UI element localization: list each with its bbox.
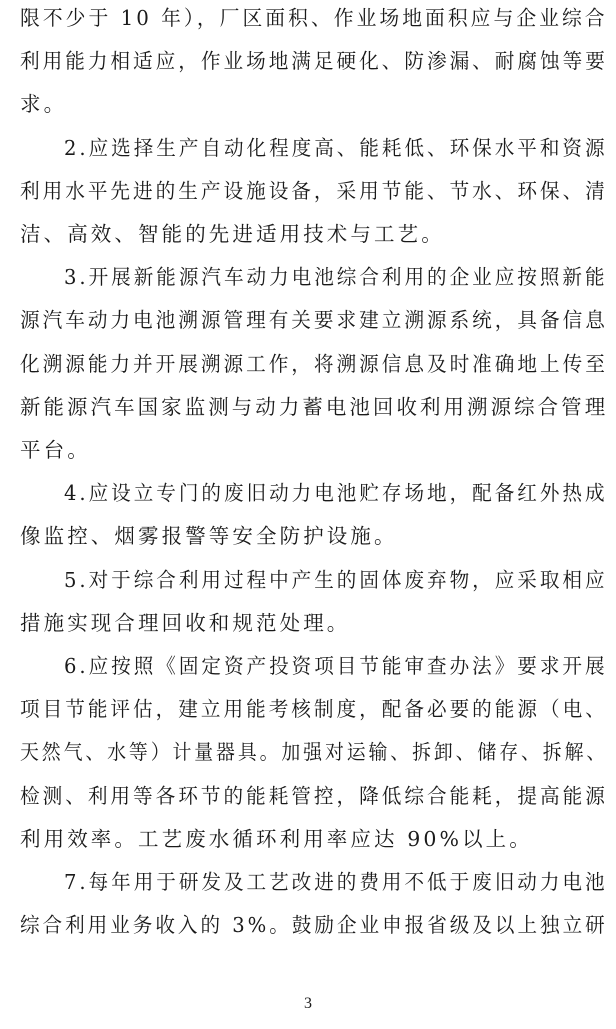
- paragraph-3-start: 3.开展新能源汽车动力电池综合利用的企业应按照新能: [64, 265, 608, 290]
- text-line: 洁、高效、智能的先进适用技术与工艺。: [20, 222, 445, 246]
- paragraph-2-start: 2.应选择生产自动化程度高、能耗低、环保水平和资源: [64, 135, 608, 160]
- text-line: 像监控、烟雾报警等安全防护设施。: [20, 524, 398, 549]
- text-line: 利用效率。工艺废水循环利用率应达 90%以上。: [20, 826, 533, 851]
- text-line: 利用能力相适应，作业场地满足硬化、防渗漏、耐腐蚀等要: [20, 49, 608, 74]
- text-line: 综合利用业务收入的 3%。鼓励企业申报省级及以上独立研: [20, 913, 608, 938]
- page-number: 3: [304, 995, 312, 1012]
- text-line: 利用水平先进的生产设施设备，采用节能、节水、环保、清: [20, 178, 608, 203]
- text-line: 天然气、水等）计量器具。加强对运输、拆卸、储存、拆解、: [20, 740, 609, 765]
- text-line: 求。: [20, 92, 68, 117]
- text-line: 限不少于 10 年），厂区面积、作业场地面积应与企业综合: [20, 6, 608, 30]
- text-line: 化溯源能力并开展溯源工作，将溯源信息及时准确地上传至: [20, 351, 608, 376]
- text-line: 项目节能评估，建立用能考核制度，配备必要的能源（电、: [20, 697, 608, 722]
- text-line: 源汽车动力电池溯源管理有关要求建立溯源系统，具备信息: [20, 308, 608, 333]
- text-line: 平台。: [20, 438, 91, 462]
- text-line: 检测、利用等各环节的能耗管控，降低综合能耗，提高能源: [20, 783, 608, 808]
- paragraph-6-start: 6.应按照《固定资产投资项目节能审查办法》要求开展: [64, 654, 608, 678]
- paragraph-5-start: 5.对于综合利用过程中产生的固体废弃物，应采取相应: [64, 567, 608, 592]
- text-line: 措施实现合理回收和规范处理。: [20, 610, 351, 635]
- text-line: 新能源汽车国家监测与动力蓄电池回收利用溯源综合管理: [20, 394, 609, 419]
- paragraph-7-start: 7.每年用于研发及工艺改进的费用不低于废旧动力电池: [64, 870, 608, 894]
- paragraph-4-start: 4.应设立专门的废旧动力电池贮存场地，配备红外热成: [64, 481, 608, 506]
